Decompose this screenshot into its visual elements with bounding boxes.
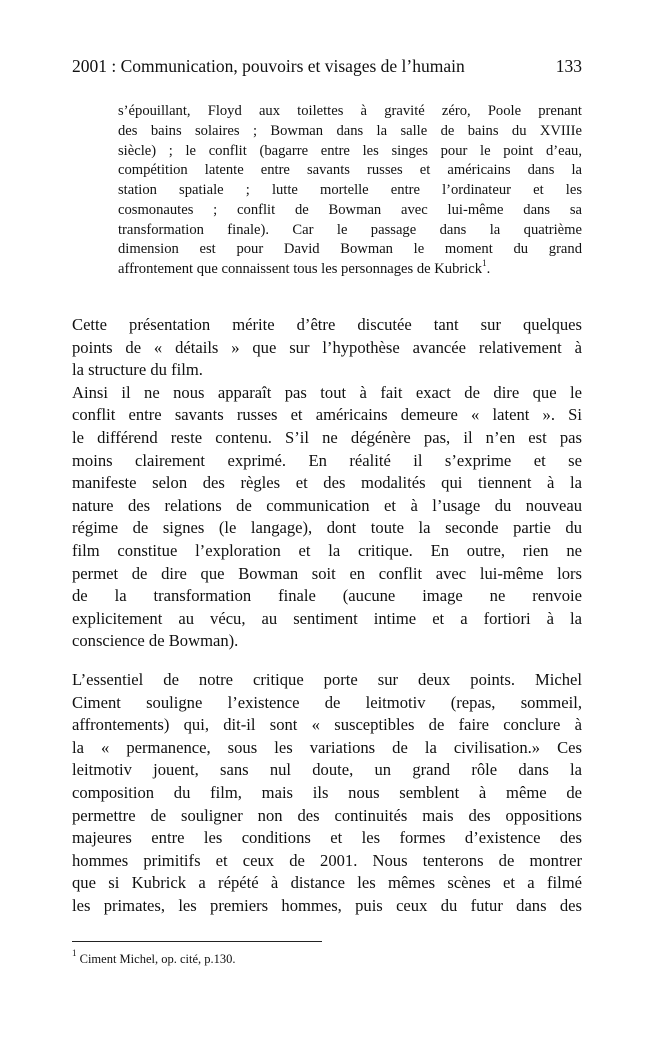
- running-title: 2001 : Communication, pouvoirs et visages de l’humain: [72, 56, 465, 76]
- text-line-content: conflit entre savants russes et américains demeure « latent ». Si: [72, 405, 582, 425]
- text-line: [72, 495, 582, 518]
- text-line: [118, 240, 582, 260]
- text-line-content: hommes primitifs et ceux de 2001. Nous tenterons de montrer: [72, 850, 582, 870]
- text-line: [72, 827, 582, 850]
- text-line-content: explicitement au vécu, au sentiment intime et a fortiori à la: [72, 608, 582, 628]
- footnote: [72, 948, 236, 967]
- text-line-content: transformation finale). Car le passage dans la quatrième: [118, 221, 582, 238]
- text-line-content: moins clairement exprimé. En réalité il s’exprime et se: [72, 450, 582, 470]
- text-line-content: L’essentiel de notre critique porte sur deux points. Michel: [72, 670, 582, 689]
- text-line-content: siècle) ; le conflit (bagarre entre les singes pour le point d’eau,: [118, 142, 582, 159]
- text-line: [118, 102, 582, 122]
- text-line: [118, 181, 582, 201]
- text-line-content: des bains solaires ; Bowman dans la salle de bains du XVIIIe: [118, 122, 582, 139]
- footnote-text: Ciment Michel, op. cité, p.130.: [76, 952, 236, 966]
- text-line-content: la « permanence, sous les variations de la civilisation.» Ces: [72, 737, 582, 757]
- paragraph: [72, 669, 582, 918]
- text-line-content: de la transformation finale (aucune image ne renvoie: [72, 586, 582, 606]
- text-line-content: dimension est pour David Bowman le moment du grand: [118, 241, 582, 258]
- text-line-content: permettre de souligner non des continuités mais des oppositions: [72, 805, 582, 825]
- text-line: [72, 608, 582, 631]
- text-line: [72, 759, 582, 782]
- text-line-content: film constitue l’exploration et la critique. En outre, rien ne: [72, 540, 582, 560]
- text-line-content: le différend reste contenu. S’il ne dégénère pas, il n’en est pas: [72, 427, 582, 447]
- text-line: [118, 221, 582, 241]
- text-line-content: conscience de Bowman).: [72, 631, 239, 651]
- text-line-content: que si Kubrick a répété à distance les mêmes scènes et a filmé: [72, 873, 582, 893]
- text-line-content: compétition latente entre savants russes et américains dans la: [118, 162, 582, 179]
- text-line-content: Cette présentation mérite d’être discutée tant sur quelques: [72, 315, 582, 334]
- text-line-content: leitmotiv jouent, sans nul doute, un grand rôle dans la: [72, 760, 582, 780]
- text-line-content: affrontement que connaissent tous les personnages de Kubrick: [118, 261, 483, 277]
- text-line: [118, 142, 582, 162]
- text-line: [72, 472, 582, 495]
- text-line-content: régime de signes (le langage), dont toute la seconde partie du: [72, 518, 582, 538]
- text-line: [118, 201, 582, 221]
- text-line-content: points de « détails » que sur l’hypothèse avancée relativement à: [72, 337, 582, 357]
- text-line: [72, 692, 582, 715]
- text-line: [72, 404, 582, 427]
- text-line-content: permet de dire que Bowman soit en conflit avec lui-même lors: [72, 563, 582, 583]
- text-line-content: station spatiale ; lutte mortelle entre l’ordinateur et les: [118, 182, 582, 198]
- text-line-content: Ainsi il ne nous apparaît pas tout à fait exact de dire que le: [72, 382, 582, 402]
- text-line-content: composition du film, mais ils nous semblent à même de: [72, 782, 582, 802]
- text-line: [72, 450, 582, 473]
- punctuation: .: [486, 261, 491, 277]
- text-line: [72, 585, 582, 608]
- text-line-content: nature des relations de communication et à l’usage du nouveau: [72, 495, 582, 515]
- text-line: [72, 872, 582, 895]
- footnote-divider: [72, 941, 322, 942]
- text-line: [72, 314, 582, 337]
- text-line: [118, 161, 582, 181]
- text-line-content: la structure du film.: [72, 360, 203, 380]
- text-line: [72, 563, 582, 586]
- text-line: [72, 517, 582, 540]
- text-line-content: cosmonautes ; conflit de Bowman avec lui-même dans sa: [118, 201, 582, 218]
- text-line: [118, 260, 582, 280]
- text-line: [72, 895, 582, 918]
- text-line-content: s’épouillant, Floyd aux toilettes à gravité zéro, Poole prenant: [118, 103, 582, 119]
- text-line-content: affrontements) qui, dit-il sont « susceptibles de faire conclure à: [72, 715, 582, 735]
- page-number: 133: [555, 56, 582, 76]
- text-line: [72, 427, 582, 450]
- text-line: [72, 337, 582, 360]
- text-line-content: les primates, les premiers hommes, puis ceux du futur dans des: [72, 895, 582, 915]
- text-line: [72, 669, 582, 692]
- text-line-content: majeures entre les conditions et les formes d’existence des: [72, 828, 582, 848]
- text-line: [72, 540, 582, 563]
- text-line: [118, 122, 582, 142]
- text-line: [72, 850, 582, 873]
- block-quote: [118, 102, 582, 280]
- running-header: [72, 56, 582, 77]
- text-line: [72, 805, 582, 828]
- text-line: [72, 382, 582, 405]
- footnote-number: 1: [72, 948, 77, 958]
- paragraph: [72, 314, 582, 382]
- text-line-content: Ciment souligne l’existence de leitmotiv (repas, sommeil,: [72, 692, 582, 712]
- paragraph: [72, 382, 582, 653]
- text-line-content: manifeste selon des règles et des modalités qui tiennent à la: [72, 473, 582, 493]
- footnote-reference[interactable]: 1: [482, 258, 487, 268]
- text-line: [72, 782, 582, 805]
- text-line: [72, 737, 582, 760]
- text-line: [72, 714, 582, 737]
- text-line: [72, 630, 582, 653]
- text-line: [72, 359, 582, 382]
